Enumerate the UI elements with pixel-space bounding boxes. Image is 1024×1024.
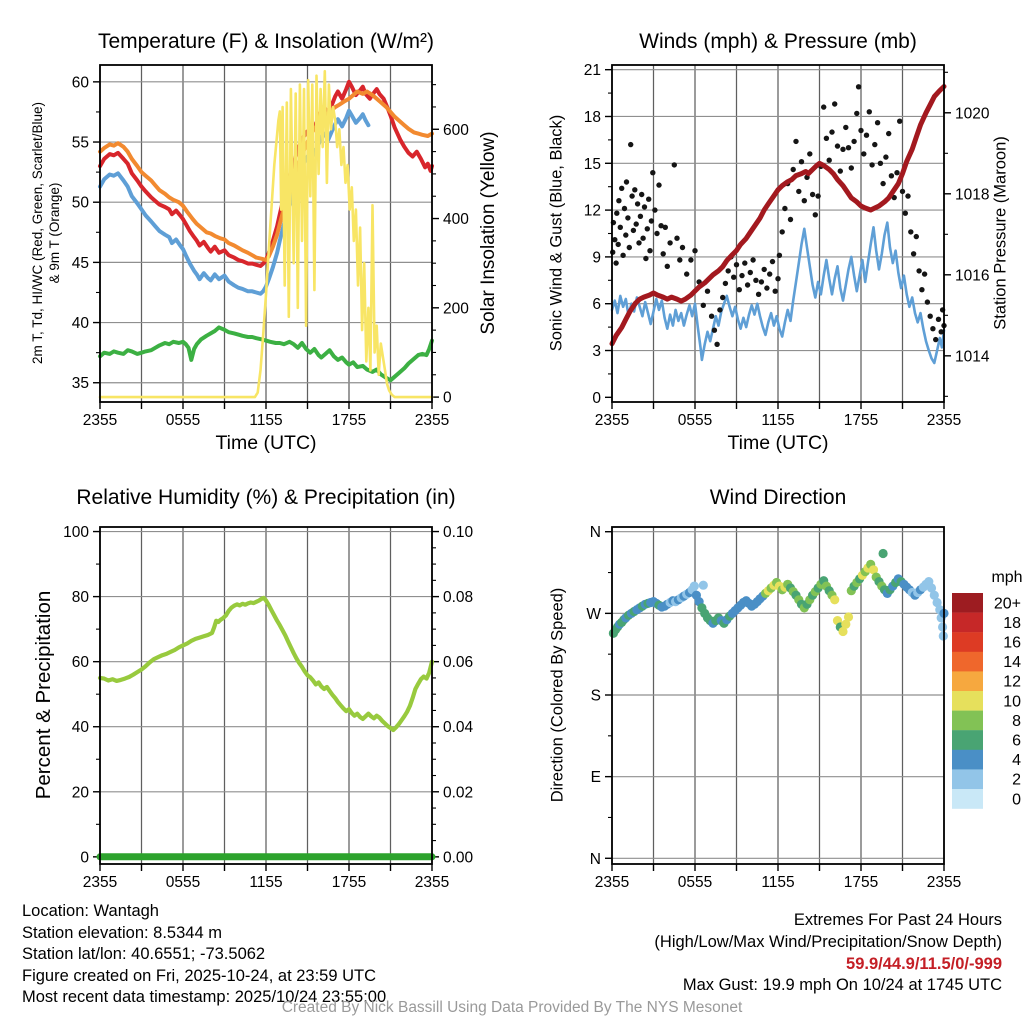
data-point — [649, 218, 654, 223]
tick-label: 1155 — [249, 412, 283, 429]
tick-label: 0555 — [677, 874, 713, 891]
station-location: Location: Wantagh — [22, 902, 159, 920]
colorbar-cell — [952, 593, 983, 613]
extremes-values: 59.9/44.9/11.5/0/-999 — [846, 954, 1002, 973]
tick-label: 2355 — [594, 412, 630, 429]
data-point — [854, 111, 859, 116]
temp-left-label-line2: & 9m T (Orange) — [47, 182, 62, 284]
tick-label: 50 — [71, 194, 89, 212]
data-point — [914, 234, 919, 239]
tick-label: S — [590, 687, 601, 705]
data-point — [922, 271, 927, 276]
data-point — [875, 120, 880, 125]
data-point — [762, 267, 767, 272]
tick-label: 2355 — [926, 874, 962, 891]
data-point — [780, 229, 785, 234]
figure-created: Figure created on Fri, 2025-10-24, at 23:59 UTC — [22, 966, 377, 985]
data-point — [753, 278, 758, 283]
data-point — [911, 251, 916, 256]
data-point — [889, 173, 894, 178]
colorbar-cell — [952, 652, 983, 672]
colorbar-cell — [952, 769, 983, 789]
tick-label: 18 — [1003, 614, 1021, 632]
data-point — [925, 299, 930, 304]
tick-label: 0 — [1012, 791, 1021, 809]
tick-label: 12 — [1003, 673, 1021, 691]
data-point — [856, 84, 861, 89]
tick-label: 0 — [80, 849, 89, 867]
data-timestamp: Most recent data timestamp: 2025/10/24 23:55:00 — [22, 988, 387, 1007]
tick-label: 60 — [71, 74, 89, 92]
tick-label: 0.00 — [443, 849, 474, 867]
data-point — [684, 271, 689, 276]
colorbar-cell — [952, 711, 983, 731]
chart-wind-direction — [586, 524, 961, 891]
colorbar-cell — [952, 613, 983, 633]
data-point — [821, 104, 826, 109]
data-point — [791, 167, 796, 172]
tick-label: 9 — [592, 249, 601, 267]
data-point — [726, 268, 731, 273]
data-point — [775, 276, 780, 281]
data-point — [667, 240, 672, 245]
data-point — [793, 139, 798, 144]
colorbar-cell — [952, 750, 983, 770]
tick-label: 0.08 — [443, 589, 474, 607]
tick-label: 2355 — [414, 412, 450, 429]
tick-label: 12 — [583, 202, 601, 220]
data-point — [618, 225, 623, 230]
data-point — [750, 257, 755, 262]
data-point — [709, 314, 714, 319]
data-point — [840, 147, 845, 152]
tick-label: 1755 — [331, 412, 367, 429]
tick-label: 16 — [1003, 634, 1021, 652]
max-gust: Max Gust: 19.9 mph On 10/24 at 1745 UTC — [682, 976, 1002, 995]
tick-label: 0.02 — [443, 784, 474, 802]
tick-label: 2 — [1012, 771, 1021, 789]
tick-label: 40 — [71, 315, 89, 333]
data-point — [717, 307, 722, 312]
data-point — [897, 119, 902, 124]
wind-gust-axis-label: Sonic Wind & Gust (Blue, Black) — [547, 114, 566, 352]
data-point — [799, 159, 804, 164]
tick-label: 0 — [592, 389, 601, 407]
data-point — [620, 253, 625, 258]
data-point — [623, 232, 628, 237]
tick-label: 21 — [583, 62, 601, 80]
data-point — [756, 292, 761, 297]
tick-label: 6 — [1012, 732, 1021, 750]
data-point — [734, 262, 739, 267]
tick-label: 0555 — [677, 412, 713, 429]
direction-axis-label: Direction (Colored By Speed) — [548, 587, 567, 803]
data-point — [900, 189, 905, 194]
data-point — [903, 211, 908, 216]
data-point — [723, 281, 728, 286]
data-point — [688, 257, 693, 262]
tick-label: 2355 — [82, 874, 118, 891]
tick-label: 14 — [1003, 654, 1021, 672]
data-point — [824, 136, 829, 141]
data-point — [677, 257, 682, 262]
colorbar-title: mph — [991, 569, 1023, 586]
data-point — [627, 245, 632, 250]
data-point — [846, 145, 851, 150]
tick-label: 400 — [443, 211, 469, 229]
chart-humidity-precip — [63, 524, 473, 891]
data-point — [680, 245, 685, 250]
tick-label: 0.10 — [443, 524, 474, 542]
tick-label: 45 — [71, 254, 89, 272]
data-point — [674, 236, 679, 241]
tick-label: 10 — [1003, 693, 1021, 711]
data-point — [652, 207, 657, 212]
chart-temperature-insolation — [72, 65, 469, 429]
colorbar-cell — [952, 671, 983, 691]
data-point — [614, 211, 619, 216]
extremes-info — [654, 910, 1002, 997]
tick-label: 1155 — [761, 874, 795, 891]
tick-label: N — [589, 850, 601, 868]
pressure-axis-label: Station Pressure (Maroon) — [991, 136, 1010, 330]
colorbar-cell — [952, 691, 983, 711]
tick-label: 8 — [1012, 712, 1021, 730]
tick-label: 80 — [71, 589, 89, 607]
chart-title-temperature: Temperature (F) & Insolation (W/m²) — [97, 30, 435, 53]
data-point — [616, 198, 621, 203]
time-axis-label-temp: Time (UTC) — [215, 432, 317, 454]
data-point — [701, 303, 706, 308]
data-point — [656, 182, 661, 187]
data-point — [919, 287, 924, 292]
data-point — [880, 181, 885, 186]
data-point — [861, 151, 866, 156]
data-point — [650, 170, 655, 175]
time-axis-label-winds: Time (UTC) — [727, 432, 829, 454]
data-point — [939, 329, 944, 334]
data-point — [629, 193, 634, 198]
data-point — [642, 204, 647, 209]
tick-label: W — [586, 605, 601, 623]
data-point — [883, 154, 888, 159]
extremes-subheading: (High/Low/Max Wind/Precipitation/Snow Depth) — [654, 932, 1002, 951]
data-point — [777, 253, 782, 258]
data-point — [878, 161, 883, 166]
station-elevation: Station elevation: 8.5344 m — [22, 923, 222, 942]
data-point — [665, 264, 670, 269]
data-point — [745, 282, 750, 287]
extremes-heading: Extremes For Past 24 Hours — [793, 911, 1002, 929]
tick-label: 3 — [592, 343, 601, 361]
data-point — [810, 192, 815, 197]
data-point — [640, 236, 645, 241]
tick-label: 1155 — [249, 874, 283, 891]
data-point — [830, 595, 839, 604]
tick-label: 600 — [443, 121, 469, 139]
data-point — [835, 143, 840, 148]
data-point — [936, 317, 941, 322]
tick-label: 1016 — [955, 267, 990, 285]
data-point — [654, 231, 659, 236]
data-point — [646, 197, 651, 202]
data-point — [643, 256, 648, 261]
data-point — [712, 328, 717, 333]
data-point — [663, 225, 668, 230]
tick-label: 2355 — [594, 874, 630, 891]
temp-chart-left-axis-label — [29, 102, 63, 364]
data-point — [739, 273, 744, 278]
tick-label: N — [589, 524, 601, 542]
tick-label: 0555 — [165, 874, 201, 891]
tick-label: 0555 — [165, 412, 201, 429]
data-point — [647, 248, 652, 253]
data-point — [849, 165, 854, 170]
data-point — [851, 139, 856, 144]
tick-label: 1014 — [955, 348, 990, 366]
data-point — [858, 128, 863, 133]
tick-label: 1755 — [331, 874, 367, 891]
station-latlon: Station lat/lon: 40.6551; -73.5062 — [22, 945, 266, 964]
data-point — [639, 192, 644, 197]
data-point — [916, 268, 921, 273]
data-point — [788, 217, 793, 222]
tick-label: 35 — [71, 375, 89, 393]
data-point — [737, 287, 742, 292]
data-point — [872, 142, 877, 147]
station-info — [22, 901, 386, 1009]
data-point — [705, 289, 710, 294]
tick-label: 20 — [71, 784, 89, 802]
colorbar-cell — [952, 632, 983, 652]
data-point — [731, 275, 736, 280]
tick-label: 0.06 — [443, 654, 474, 672]
tick-label: 0 — [443, 389, 452, 407]
chart-winds-pressure — [584, 62, 990, 429]
temp-left-label-line1: 2m T, Td, HI/WC (Red, Green, Scarlet/Blue) — [30, 101, 45, 365]
data-point — [867, 109, 872, 114]
tick-label: 1155 — [761, 412, 795, 429]
data-point — [796, 189, 801, 194]
percent-precip-axis-label: Percent & Precipitation — [32, 590, 55, 800]
data-point — [844, 612, 853, 621]
data-point — [930, 326, 935, 331]
data-point — [807, 151, 812, 156]
data-point — [635, 201, 640, 206]
tick-label: 2355 — [82, 412, 118, 429]
tick-label: 0.04 — [443, 719, 474, 737]
data-point — [634, 221, 639, 226]
tick-label: 100 — [63, 524, 89, 542]
data-point — [631, 228, 636, 233]
tick-label: 2355 — [926, 412, 962, 429]
data-point — [782, 206, 787, 211]
data-point — [815, 193, 820, 198]
data-point — [692, 248, 697, 253]
colorbar-cell — [952, 730, 983, 750]
insolation-axis-label: Solar Insolation (Yellow) — [478, 131, 499, 335]
data-point — [905, 193, 910, 198]
tick-label: 2355 — [414, 874, 450, 891]
tick-label: 1018 — [955, 186, 990, 204]
data-point — [894, 170, 899, 175]
tick-label: 1755 — [843, 874, 879, 891]
tick-label: 1755 — [843, 412, 879, 429]
data-point — [613, 260, 618, 265]
data-point — [802, 198, 807, 203]
data-point — [720, 295, 725, 300]
data-point — [616, 242, 621, 247]
data-point — [742, 260, 747, 265]
data-point — [699, 581, 708, 590]
data-point — [767, 271, 772, 276]
data-point — [770, 259, 775, 264]
data-point — [886, 131, 891, 136]
tick-label: 40 — [71, 719, 89, 737]
data-point — [619, 186, 624, 191]
tick-label: 18 — [583, 108, 601, 126]
data-point — [628, 142, 633, 147]
series-wind-direction-dots — [609, 549, 949, 641]
data-point — [928, 314, 933, 319]
data-point — [632, 187, 637, 192]
data-point — [829, 129, 834, 134]
data-point — [636, 240, 641, 245]
data-point — [843, 125, 848, 130]
data-point — [661, 251, 666, 256]
chart-title-humidity: Relative Humidity (%) & Precipitation (in) — [76, 486, 456, 509]
data-point — [838, 168, 843, 173]
data-point — [938, 622, 947, 631]
tick-label: 55 — [71, 134, 89, 152]
tick-label: 4 — [1012, 752, 1021, 770]
data-point — [624, 179, 629, 184]
data-point — [933, 337, 938, 342]
data-point — [764, 285, 769, 290]
data-point — [827, 158, 832, 163]
data-point — [773, 289, 778, 294]
data-point — [759, 279, 764, 284]
data-point — [813, 212, 818, 217]
tick-label: 1020 — [955, 105, 990, 123]
colorbar — [952, 593, 1021, 809]
data-point — [645, 226, 650, 231]
data-point — [864, 133, 869, 138]
data-point — [672, 162, 677, 167]
data-point — [622, 206, 627, 211]
chart-title-wind-direction: Wind Direction — [709, 486, 847, 509]
colorbar-cell — [952, 789, 983, 809]
tick-label: E — [590, 769, 601, 787]
tick-label: 6 — [592, 296, 601, 314]
data-point — [908, 229, 913, 234]
tick-label: 20+ — [993, 595, 1021, 613]
data-point — [612, 237, 617, 242]
data-point — [638, 214, 643, 219]
data-point — [690, 582, 699, 591]
tick-label: 60 — [71, 654, 89, 672]
tick-label: 200 — [443, 300, 469, 318]
data-point — [748, 270, 753, 275]
data-point — [869, 162, 874, 167]
data-point — [832, 101, 837, 106]
data-point — [714, 342, 719, 347]
data-point — [879, 549, 888, 558]
credit-line: Created By Nick Bassill Using Data Provided By The NYS Mesonet — [281, 999, 743, 1016]
data-point — [625, 215, 630, 220]
tick-label: 15 — [583, 155, 601, 173]
chart-title-winds: Winds (mph) & Pressure (mb) — [639, 30, 917, 53]
